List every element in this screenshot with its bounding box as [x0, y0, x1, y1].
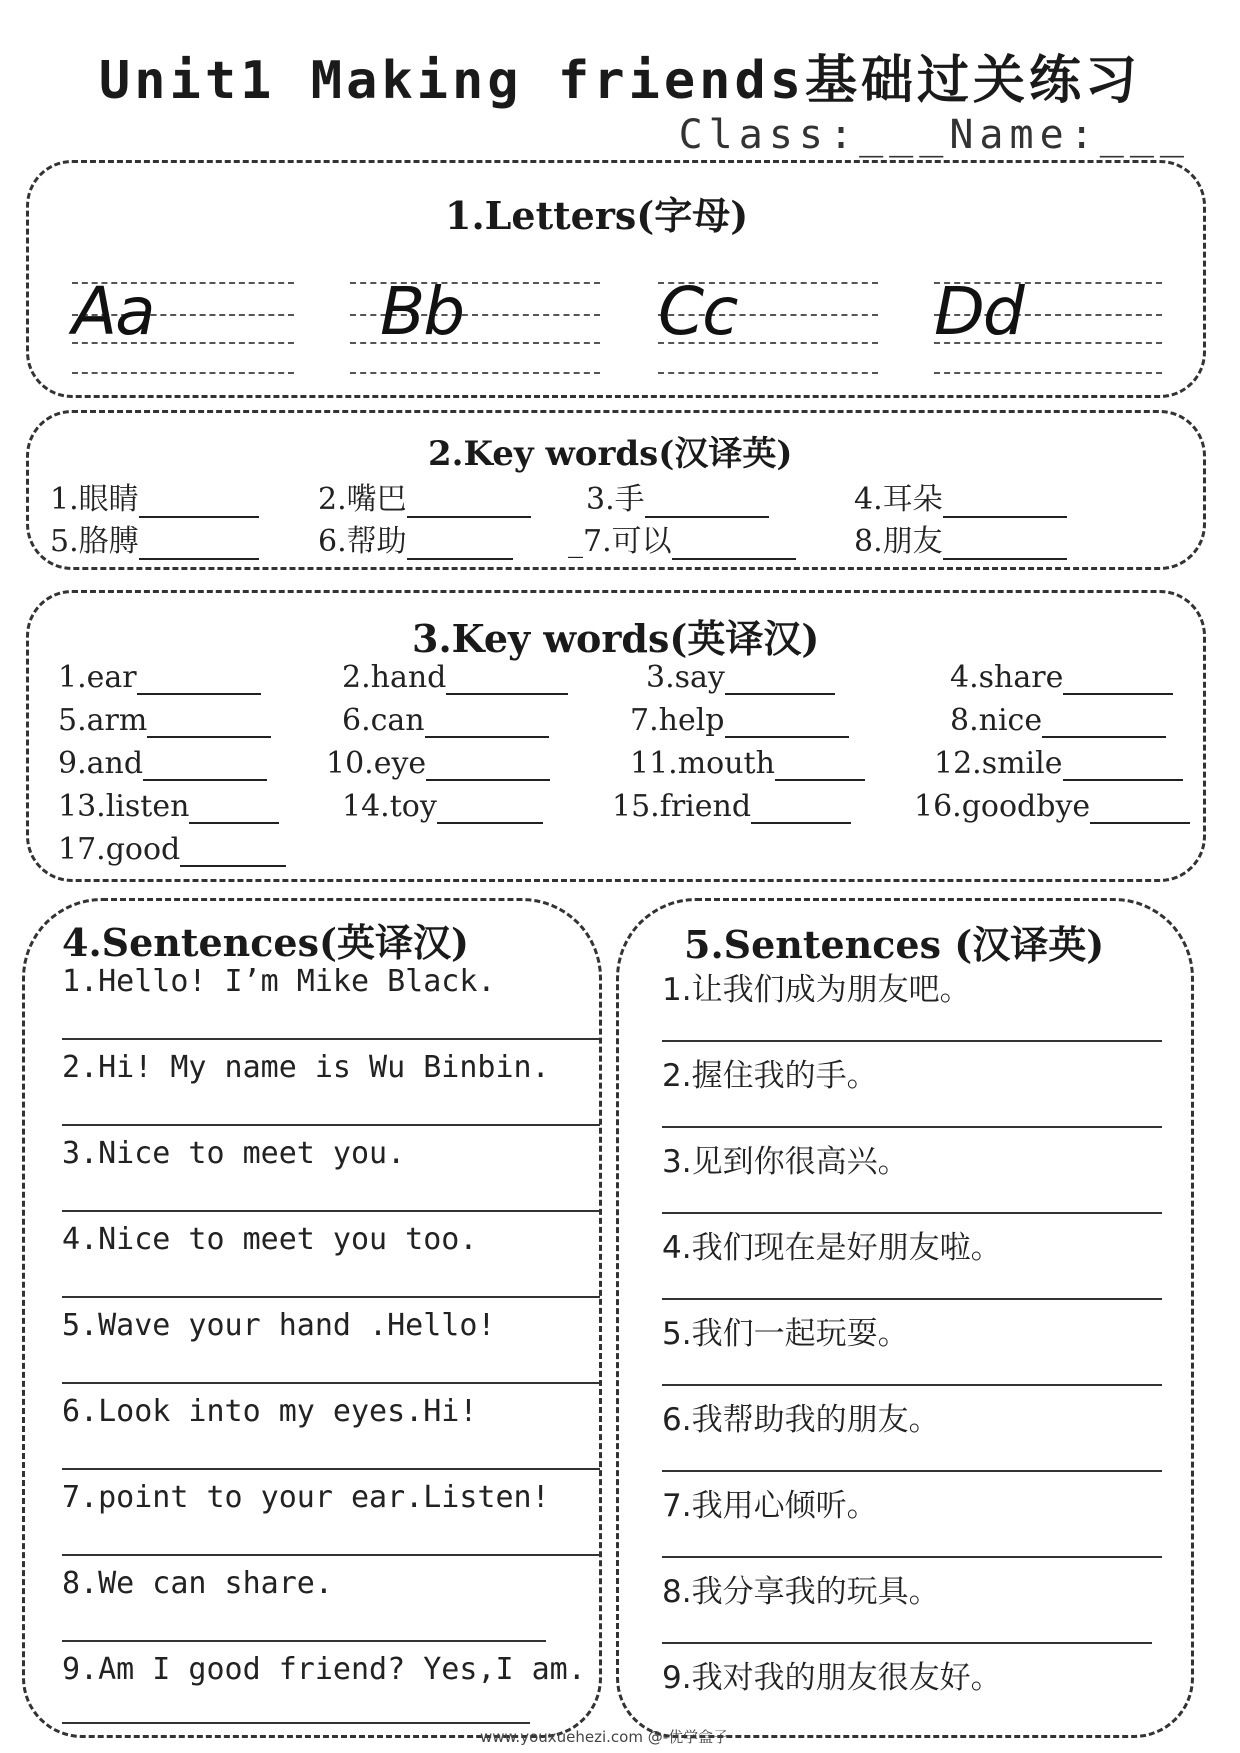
answer-blank[interactable] — [943, 532, 1067, 560]
sentence-en: 1.Hello! I’m Mike Black. — [62, 964, 496, 999]
keyword-item: 6.帮助 — [318, 516, 513, 560]
sentence-en: 5.Wave your hand .Hello! — [62, 1308, 496, 1343]
section-sentences-en-cn-title: 4.Sentences(英译汉) — [62, 920, 469, 965]
answer-blank[interactable] — [426, 753, 550, 781]
section-keywords-cn-en-title: 2.Key words(汉译英) — [428, 434, 793, 474]
answer-blank[interactable] — [425, 710, 549, 738]
keyword-item: 13.listen — [58, 789, 279, 824]
answer-blank[interactable] — [407, 532, 513, 560]
sentence-cn: 5.我们一起玩耍。 — [662, 1316, 909, 1352]
answer-line[interactable] — [62, 1124, 600, 1126]
answer-blank[interactable] — [1063, 667, 1173, 695]
sentence-cn: 7.我用心倾听。 — [662, 1488, 878, 1524]
answer-blank[interactable] — [139, 490, 259, 518]
keyword-item: 14.toy — [342, 789, 543, 824]
letter-glyph: Aa — [72, 273, 154, 350]
letter-cc — [658, 273, 878, 374]
keyword-item: 11.mouth — [630, 746, 865, 781]
class-name-line: Class:___Name:___ — [678, 112, 1190, 158]
keyword-item: 17.good — [58, 832, 286, 867]
keyword-item: _7.可以 — [568, 516, 796, 560]
sentence-cn: 2.握住我的手。 — [662, 1058, 878, 1094]
answer-line[interactable] — [662, 1126, 1162, 1128]
sentence-cn: 3.见到你很高兴。 — [662, 1144, 909, 1180]
page-title: Unit1 Making friends基础过关练习 — [98, 51, 1142, 111]
keyword-item: 5.胳膊 — [50, 516, 259, 560]
footer-watermark: www.youxuehezi.com @-优学盒子 — [480, 1728, 729, 1746]
keyword-item: 4.耳朵 — [854, 474, 1067, 518]
answer-blank[interactable] — [139, 532, 259, 560]
answer-blank[interactable] — [725, 667, 835, 695]
answer-line[interactable] — [662, 1556, 1162, 1558]
answer-line[interactable] — [662, 1470, 1162, 1472]
answer-line[interactable] — [62, 1038, 600, 1040]
answer-blank[interactable] — [1063, 753, 1183, 781]
keyword-item: 2.hand — [342, 660, 568, 695]
letter-glyph: Cc — [658, 273, 737, 350]
answer-line[interactable] — [662, 1642, 1152, 1644]
answer-blank[interactable] — [437, 796, 543, 824]
keyword-item: 1.眼睛 — [50, 474, 259, 518]
answer-line[interactable] — [662, 1040, 1162, 1042]
keyword-item: 8.朋友 — [854, 516, 1067, 560]
section-letters-title: 1.Letters(字母) — [445, 193, 749, 238]
sentence-cn: 1.让我们成为朋友吧。 — [662, 972, 971, 1008]
sentence-cn: 6.我帮助我的朋友。 — [662, 1402, 940, 1438]
section-sentences-cn-en-title: 5.Sentences (汉译英) — [684, 922, 1105, 967]
answer-blank[interactable] — [672, 532, 796, 560]
keyword-item: 2.嘴巴 — [318, 474, 531, 518]
keyword-item: 9.and — [58, 746, 267, 781]
letter-aa — [72, 273, 294, 374]
keyword-item: 3.say — [646, 660, 835, 695]
keyword-item: 8.nice — [950, 703, 1166, 738]
answer-blank[interactable] — [180, 839, 286, 867]
keyword-item: 16.goodbye — [914, 789, 1190, 824]
sentence-en: 6.Look into my eyes.Hi! — [62, 1394, 478, 1429]
letter-dd — [934, 273, 1162, 374]
answer-blank[interactable] — [1042, 710, 1166, 738]
answer-blank[interactable] — [137, 667, 261, 695]
answer-blank[interactable] — [725, 710, 849, 738]
answer-line[interactable] — [62, 1296, 600, 1298]
sentence-cn: 9.我对我的朋友很友好。 — [662, 1660, 1002, 1696]
answer-blank[interactable] — [775, 753, 865, 781]
answer-line[interactable] — [62, 1210, 600, 1212]
keyword-item: 7.help — [630, 703, 849, 738]
keyword-item: 10.eye — [326, 746, 550, 781]
letter-glyph: Dd — [934, 273, 1023, 350]
answer-line[interactable] — [62, 1468, 600, 1470]
sentence-en: 4.Nice to meet you too. — [62, 1222, 478, 1257]
sentence-en: 8.We can share. — [62, 1566, 333, 1601]
answer-line[interactable] — [662, 1384, 1162, 1386]
keyword-item: 15.friend — [612, 789, 851, 824]
answer-blank[interactable] — [407, 490, 531, 518]
sentence-en: 2.Hi! My name is Wu Binbin. — [62, 1050, 550, 1085]
letter-glyph: Bb — [380, 273, 464, 350]
section-keywords-en-cn-title: 3.Key words(英译汉) — [412, 616, 820, 661]
answer-line[interactable] — [662, 1298, 1162, 1300]
keyword-item: 6.can — [342, 703, 549, 738]
keyword-item: 12.smile — [934, 746, 1183, 781]
sentence-cn: 8.我分享我的玩具。 — [662, 1574, 940, 1610]
answer-line[interactable] — [62, 1554, 600, 1556]
answer-line[interactable] — [662, 1212, 1162, 1214]
letter-bb — [350, 273, 600, 374]
sentence-en: 3.Nice to meet you. — [62, 1136, 406, 1171]
answer-blank[interactable] — [645, 490, 769, 518]
sentence-cn: 4.我们现在是好朋友啦。 — [662, 1230, 1002, 1266]
answer-blank[interactable] — [751, 796, 851, 824]
answer-blank[interactable] — [446, 667, 568, 695]
answer-blank[interactable] — [147, 710, 271, 738]
answer-line[interactable] — [62, 1722, 530, 1724]
answer-line[interactable] — [62, 1640, 546, 1642]
answer-blank[interactable] — [189, 796, 279, 824]
answer-blank[interactable] — [143, 753, 267, 781]
answer-blank[interactable] — [943, 490, 1067, 518]
answer-blank[interactable] — [1090, 796, 1190, 824]
keyword-item: 5.arm — [58, 703, 271, 738]
sentence-en: 9.Am I good friend? Yes,I am. — [62, 1652, 586, 1687]
answer-line[interactable] — [62, 1382, 600, 1384]
sentence-en: 7.point to your ear.Listen! — [62, 1480, 550, 1515]
keyword-item: 1.ear — [58, 660, 261, 695]
keyword-item: 4.share — [950, 660, 1173, 695]
keyword-item: 3.手 — [586, 474, 769, 518]
